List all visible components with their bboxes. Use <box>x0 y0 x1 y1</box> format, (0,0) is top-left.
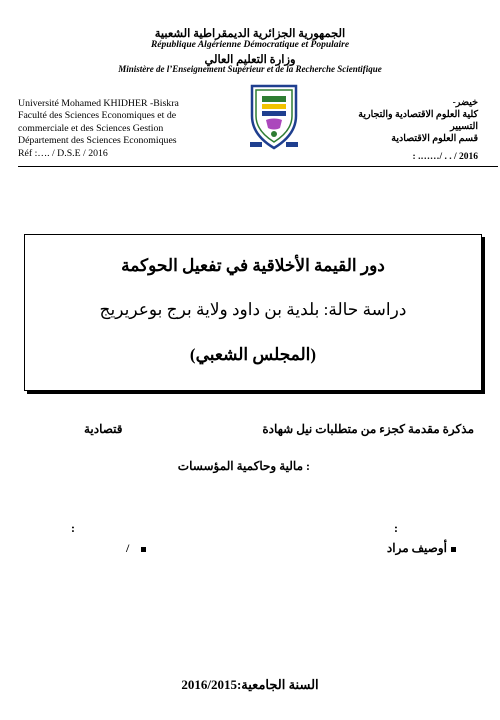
department-name-ar: قسم العلوم الاقتصادية <box>391 134 478 144</box>
faculty-name-ar: كلية العلوم الاقتصادية والتجارية <box>358 110 478 120</box>
faculty-info-arabic <box>328 97 478 163</box>
supervisor-heading-colon: : <box>71 521 75 535</box>
student-name-row <box>387 541 460 556</box>
republic-french: République Algérienne Démocratique et Populaire <box>150 40 350 50</box>
memo-statement: مذكرة مقدمة كجزء من متطلبات نيل شهادة <box>262 422 474 436</box>
student-heading-colon: : <box>394 521 398 535</box>
thesis-title: دور القيمة الأخلاقية في تفعيل الحوكمة <box>121 256 385 275</box>
student-name: أوصيف مراد <box>386 541 447 555</box>
university-info-french <box>18 98 240 160</box>
supervisor-name: / <box>126 541 130 555</box>
case-study-subtitle: دراسة حالة: بلدية بن داود ولاية برج بوعريريج <box>99 300 407 319</box>
republic-arabic: الجمهورية الجزائرية الديمقراطية الشعبية <box>154 28 346 40</box>
faculty-management-ar: التسيير <box>450 122 478 132</box>
university-logo <box>248 82 300 150</box>
specialty-label: : مالية وحاكمية المؤسسات <box>177 459 310 473</box>
faculty-line2: commerciale et des Sciences Gestion <box>18 122 164 134</box>
bullet-icon <box>141 547 146 552</box>
case-study-entity: (المجلس الشعبي) <box>189 345 317 364</box>
faculty-line1: Faculté des Sciences Economiques et de <box>18 110 177 122</box>
ministry-arabic: وزارة التعليم العالي <box>204 54 296 66</box>
department-name: Département des Sciences Economiques <box>18 135 177 147</box>
reference-number: Réf :…. / D.S.E / 2016 <box>18 147 108 159</box>
supervisor-name-row <box>126 541 150 556</box>
ministry-french: Ministère de l’Enseignement Supérieur et de la Recherche Scientifique <box>118 64 382 74</box>
university-name-ar: خيضر- <box>452 98 478 108</box>
university-name: Université Mohamed KHIDHER -Biskra <box>18 98 179 109</box>
reference-number-ar: 2016 / . . /……. : <box>412 152 478 162</box>
academic-year: السنة الجامعية:2016/2015 <box>181 677 319 692</box>
degree-fragment: قتصادية <box>84 422 123 436</box>
header-divider <box>18 166 498 167</box>
bullet-icon <box>451 547 456 552</box>
